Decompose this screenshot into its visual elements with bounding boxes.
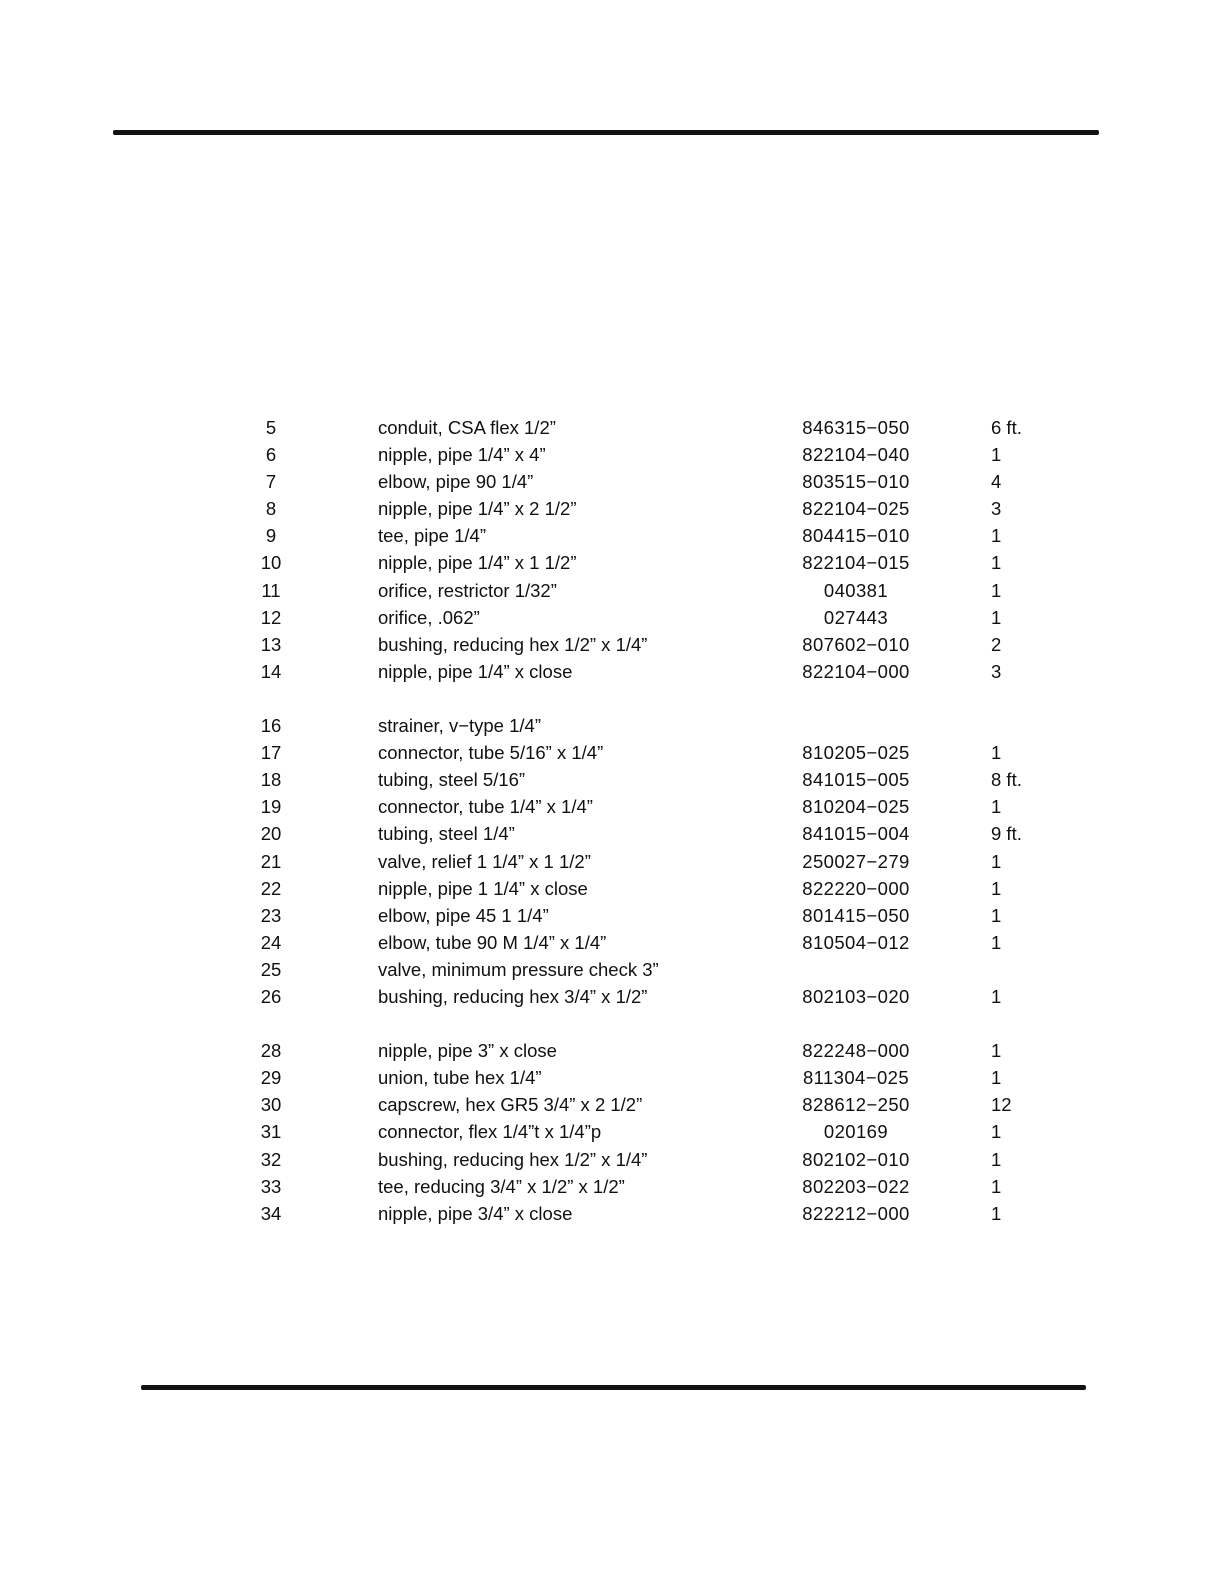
item-quantity: 1 [991, 742, 1002, 764]
item-number: 26 [260, 985, 282, 1007]
part-number: 040381 [823, 579, 889, 601]
item-quantity: 1 [991, 931, 1002, 953]
parts-row [0, 577, 1224, 604]
item-quantity: 1 [991, 850, 1002, 872]
item-number: 17 [260, 742, 282, 764]
parts-row [0, 495, 1224, 522]
parts-row [0, 956, 1224, 983]
item-quantity: 6 ft. [991, 417, 1022, 438]
item-number: 22 [260, 877, 282, 899]
parts-row [0, 820, 1224, 847]
item-description: nipple, pipe 3/4” x close [378, 1202, 573, 1224]
part-number: 804415−010 [802, 525, 910, 547]
parts-row [0, 631, 1224, 658]
item-number: 16 [260, 715, 282, 737]
part-number: 822104−025 [802, 498, 910, 520]
item-number: 7 [265, 471, 277, 493]
part-number: 802203−022 [802, 1175, 910, 1197]
parts-row [0, 522, 1224, 549]
item-description: orifice, restrictor 1/32” [378, 579, 557, 601]
item-number: 29 [260, 1067, 282, 1089]
parts-row [0, 1200, 1224, 1227]
item-number: 34 [260, 1202, 282, 1224]
item-description: connector, flex 1/4”t x 1/4”p [378, 1121, 602, 1143]
item-quantity: 1 [991, 1121, 1002, 1143]
item-description: nipple, pipe 1 1/4” x close [378, 877, 588, 899]
item-quantity: 1 [991, 525, 1002, 547]
part-number: 811304−025 [802, 1067, 910, 1089]
item-number: 9 [265, 525, 277, 547]
item-quantity: 4 [991, 471, 1002, 493]
item-quantity: 3 [991, 660, 1002, 682]
item-description: bushing, reducing hex 1/2” x 1/4” [378, 1148, 648, 1170]
parts-row [0, 658, 1224, 685]
part-number: 801415−050 [802, 904, 910, 926]
item-description: conduit, CSA flex 1/2” [378, 417, 556, 438]
item-quantity: 2 [991, 633, 1002, 655]
parts-row [0, 1064, 1224, 1091]
item-description: nipple, pipe 1/4” x 2 1/2” [378, 498, 577, 520]
item-quantity: 1 [991, 796, 1002, 818]
parts-row [0, 1173, 1224, 1200]
item-quantity: 1 [991, 1040, 1002, 1062]
part-number: 822104−000 [802, 660, 910, 682]
parts-row [0, 414, 1224, 441]
item-quantity: 1 [991, 1202, 1002, 1224]
item-number: 28 [260, 1040, 282, 1062]
parts-row-spacer [0, 1010, 1224, 1037]
item-number: 19 [260, 796, 282, 818]
top-rule [113, 130, 1099, 135]
item-number: 21 [260, 850, 282, 872]
item-number: 14 [260, 660, 282, 682]
parts-row [0, 793, 1224, 820]
item-description: nipple, pipe 1/4” x 4” [378, 444, 546, 466]
item-number: 25 [260, 958, 282, 980]
item-quantity: 1 [991, 552, 1002, 574]
parts-row [0, 604, 1224, 631]
item-number: 11 [261, 579, 281, 601]
item-quantity: 3 [991, 498, 1002, 520]
item-description: tubing, steel 5/16” [378, 769, 526, 791]
parts-row [0, 739, 1224, 766]
parts-row [0, 712, 1224, 739]
item-number: 31 [260, 1121, 282, 1143]
item-number: 18 [260, 769, 282, 791]
parts-row [0, 549, 1224, 576]
part-number: 846315−050 [802, 417, 910, 438]
part-number: 822104−015 [802, 552, 910, 574]
item-description: nipple, pipe 1/4” x 1 1/2” [378, 552, 577, 574]
item-quantity: 1 [991, 904, 1002, 926]
part-number: 822220−000 [802, 877, 910, 899]
part-number: 250027−279 [802, 850, 910, 872]
item-description: elbow, pipe 90 1/4” [378, 471, 534, 493]
item-quantity: 1 [991, 606, 1002, 628]
item-quantity: 8 ft. [991, 769, 1022, 791]
part-number: 803515−010 [802, 471, 910, 493]
item-number: 10 [260, 552, 282, 574]
item-number: 5 [265, 417, 277, 438]
item-description: tee, pipe 1/4” [378, 525, 486, 547]
part-number: 810504−012 [802, 931, 910, 953]
parts-row [0, 441, 1224, 468]
item-quantity: 1 [991, 1175, 1002, 1197]
item-quantity: 1 [991, 444, 1002, 466]
item-number: 32 [260, 1148, 282, 1170]
item-number: 33 [260, 1175, 282, 1197]
part-number: 802102−010 [802, 1148, 910, 1170]
item-description: strainer, v−type 1/4” [378, 715, 541, 737]
bottom-rule [141, 1385, 1086, 1390]
parts-row [0, 1091, 1224, 1118]
item-description: bushing, reducing hex 1/2” x 1/4” [378, 633, 648, 655]
item-quantity: 12 [991, 1094, 1012, 1116]
item-description: valve, minimum pressure check 3” [378, 958, 659, 980]
part-number: 802103−020 [802, 985, 910, 1007]
item-description: nipple, pipe 1/4” x close [378, 660, 573, 682]
part-number: 810205−025 [802, 742, 910, 764]
part-number: 020169 [823, 1121, 889, 1143]
item-number: 24 [260, 931, 282, 953]
part-number: 841015−004 [802, 823, 910, 845]
parts-list [0, 414, 1224, 1227]
item-description: capscrew, hex GR5 3/4” x 2 1/2” [378, 1094, 643, 1116]
parts-row-spacer [0, 685, 1224, 712]
parts-row [0, 848, 1224, 875]
item-number: 30 [260, 1094, 282, 1116]
item-description: tee, reducing 3/4” x 1/2” x 1/2” [378, 1175, 625, 1197]
parts-row [0, 929, 1224, 956]
item-number: 8 [265, 498, 277, 520]
item-description: valve, relief 1 1/4” x 1 1/2” [378, 850, 591, 872]
item-description: bushing, reducing hex 3/4” x 1/2” [378, 985, 648, 1007]
parts-row [0, 1118, 1224, 1145]
item-quantity: 1 [991, 1067, 1002, 1089]
item-description: orifice, .062” [378, 606, 480, 628]
item-description: connector, tube 5/16” x 1/4” [378, 742, 604, 764]
parts-row [0, 1037, 1224, 1064]
part-number: 807602−010 [802, 633, 910, 655]
item-description: union, tube hex 1/4” [378, 1067, 542, 1089]
item-number: 6 [265, 444, 277, 466]
part-number: 810204−025 [802, 796, 910, 818]
item-quantity: 1 [991, 877, 1002, 899]
part-number: 841015−005 [802, 769, 910, 791]
item-number: 12 [260, 606, 282, 628]
part-number: 027443 [823, 606, 889, 628]
item-quantity: 1 [991, 1148, 1002, 1170]
item-description: connector, tube 1/4” x 1/4” [378, 796, 593, 818]
parts-row [0, 983, 1224, 1010]
parts-row [0, 902, 1224, 929]
item-quantity: 9 ft. [991, 823, 1022, 845]
part-number: 822248−000 [802, 1040, 910, 1062]
parts-row [0, 875, 1224, 902]
parts-row [0, 766, 1224, 793]
item-quantity: 1 [991, 985, 1002, 1007]
item-description: elbow, tube 90 M 1/4” x 1/4” [378, 931, 607, 953]
part-number: 822104−040 [802, 444, 910, 466]
item-description: nipple, pipe 3” x close [378, 1040, 557, 1062]
parts-row [0, 1146, 1224, 1173]
part-number: 828612−250 [802, 1094, 910, 1116]
parts-row [0, 468, 1224, 495]
item-number: 20 [260, 823, 282, 845]
item-description: elbow, pipe 45 1 1/4” [378, 904, 549, 926]
item-number: 23 [260, 904, 282, 926]
item-quantity: 1 [991, 579, 1002, 601]
item-description: tubing, steel 1/4” [378, 823, 515, 845]
part-number: 822212−000 [802, 1202, 910, 1224]
item-number: 13 [260, 633, 282, 655]
